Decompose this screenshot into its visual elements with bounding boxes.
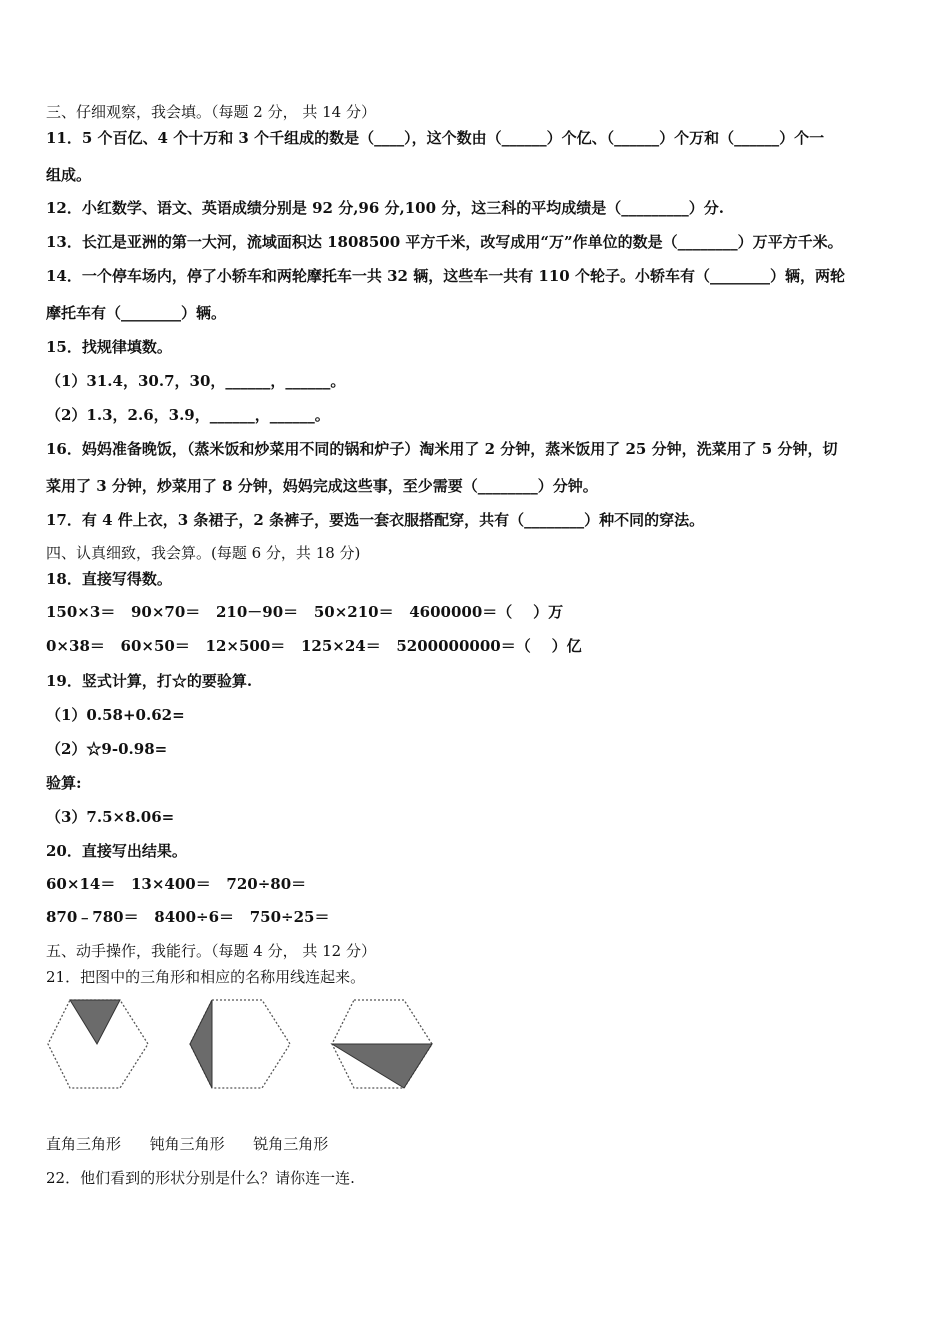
- section-5-title: 五、动手操作，我能行。（每题 4 分， 共 12 分）: [46, 942, 376, 960]
- hexagon-figure-3[interactable]: [332, 1000, 432, 1088]
- question-14-line-1: 14．一个停车场内，停了小轿车和两轮摩托车一共 32 辆，这些车一共有 110 个轮子。小轿车有（________）辆，两轮: [46, 267, 845, 285]
- question-14-line-2: 摩托车有（________）辆。: [46, 304, 227, 322]
- question-11-line-2: 组成。: [46, 166, 92, 184]
- shaded-triangle-1: [70, 1000, 120, 1044]
- question-13: 13．长江是亚洲的第一大河，流域面积达 1808500 平方千米，改写成用“万”作单位的数是（________）万平方千米。: [46, 233, 843, 251]
- question-17: 17．有 4 件上衣，3 条裙子，2 条裤子，要选一套衣服搭配穿，共有（________）种不同的穿法。: [46, 511, 705, 529]
- question-22-title: 22．他们看到的形状分别是什么？请你连一连.: [46, 1169, 355, 1187]
- hexagon-figure-1[interactable]: [48, 1000, 148, 1088]
- question-15-sub-2: （2）1.3，2.6，3.9，______，______。: [46, 406, 330, 424]
- question-20-row-2: 870﹣780＝ 8400÷6＝ 750÷25＝: [46, 908, 330, 926]
- question-18-title: 18．直接写得数。: [46, 570, 172, 588]
- shaded-triangle-2: [190, 1000, 212, 1088]
- question-19-sub-2: （2）☆9-0.98=: [46, 740, 168, 758]
- question-16-line-2: 菜用了 3 分钟，炒菜用了 8 分钟，妈妈完成这些事，至少需要（________）分钟。: [46, 477, 598, 495]
- question-19-title: 19．竖式计算，打☆的要验算.: [46, 672, 253, 690]
- question-11-line-1: 11．5 个百亿、4 个十万和 3 个千组成的数是（____），这个数由（______）个亿、（______）个万和（______）个一: [46, 129, 825, 147]
- section-3-title: 三、仔细观察，我会填。（每题 2 分， 共 14 分）: [46, 103, 376, 121]
- question-18-row-1: 150×3＝ 90×70＝ 210－90＝ 50×210＝ 4600000＝（ ）万: [46, 603, 564, 621]
- question-20-title: 20．直接写出结果。: [46, 842, 187, 860]
- question-21-title: 21．把图中的三角形和相应的名称用线连起来。: [46, 968, 366, 986]
- question-16-line-1: 16．妈妈准备晚饭，（蒸米饭和炒菜用不同的锅和炉子）淘米用了 2 分钟，蒸米饭用了 25 分钟，洗菜用了 5 分钟，切: [46, 440, 838, 458]
- question-19-sub-1: （1）0.58+0.62=: [46, 706, 185, 724]
- question-12: 12．小红数学、语文、英语成绩分别是 92 分,96 分,100 分，这三科的平均成绩是（_________）分.: [46, 199, 724, 217]
- question-15-sub-1: （1）31.4，30.7，30，______，______。: [46, 372, 346, 390]
- shaded-triangle-3: [332, 1044, 432, 1088]
- hexagon-figure-2[interactable]: [190, 1000, 290, 1088]
- hexagon-figures: [40, 992, 460, 1097]
- triangle-name-labels: 直角三角形 钝角三角形 锐角三角形: [46, 1135, 329, 1153]
- question-18-row-2: 0×38＝ 60×50＝ 12×500＝ 125×24＝ 5200000000＝（ ）亿: [46, 637, 582, 655]
- question-19-sub-3: （3）7.5×8.06=: [46, 808, 175, 826]
- section-4-title: 四、认真细致，我会算。(每题 6 分，共 18 分): [46, 544, 361, 562]
- question-15-title: 15．找规律填数。: [46, 338, 172, 356]
- question-20-row-1: 60×14＝ 13×400＝ 720÷80＝: [46, 875, 307, 893]
- question-19-check-label: 验算:: [46, 774, 82, 792]
